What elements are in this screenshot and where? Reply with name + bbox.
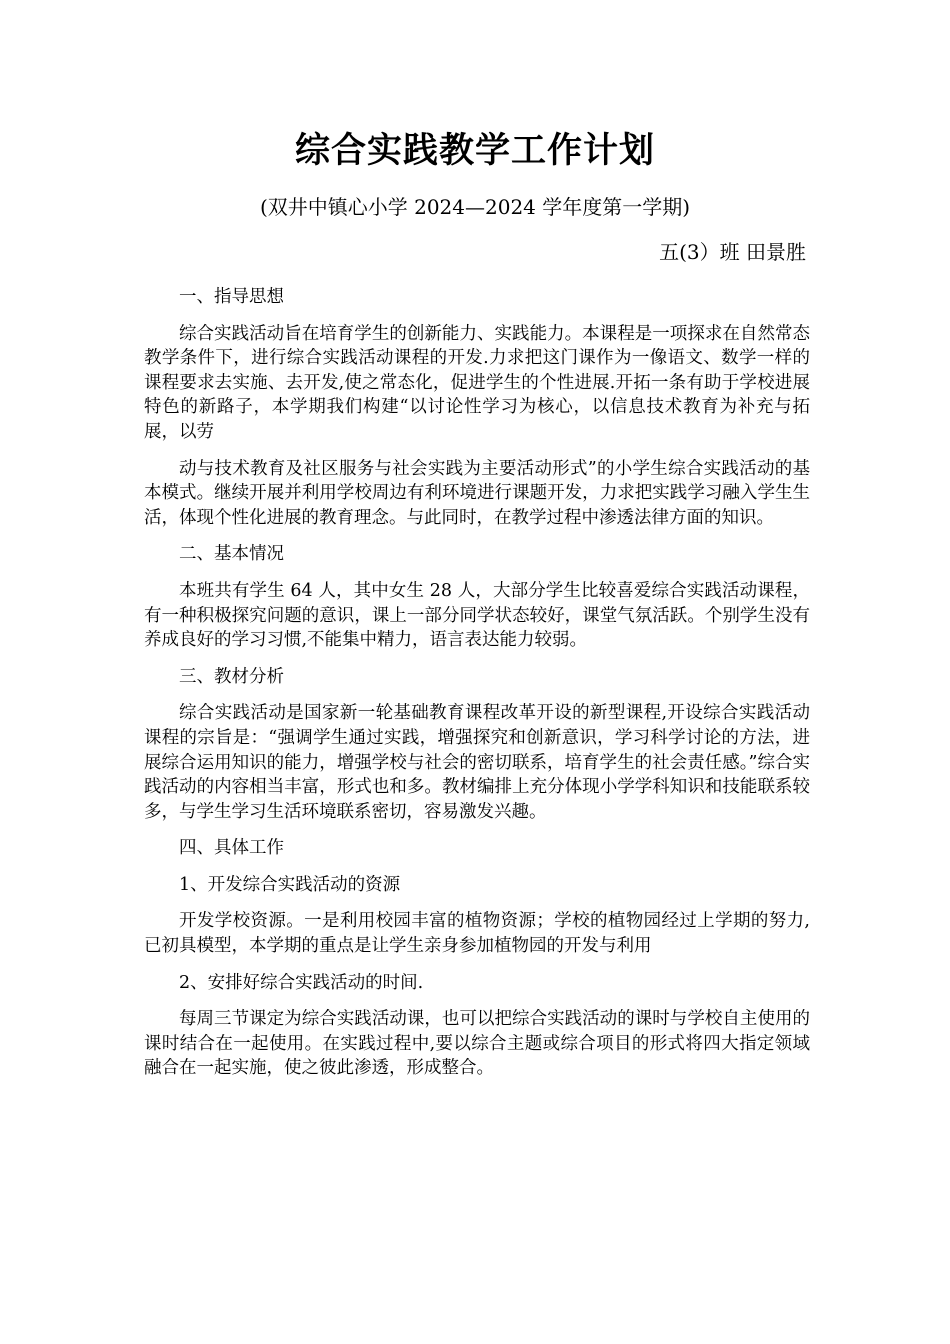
paragraph: 综合实践活动旨在培育学生的创新能力、实践能力。本课程是一项探求在自然常态教学条件下，进行综合实践活动课程的开发.力求把这门课作为一像语文、数学一样的课程要求去实施、去开发,使之常态化，促进学生的个性进展.开拓一条有助于学校进展特色的新路子，本学期我们构建“以讨论性学习为核心，以信息技术教育为补充与拓展，以劳 [144, 323, 810, 442]
section-heading-basic-situation: 二、基本情况 [179, 544, 284, 565]
paragraph: 本班共有学生 64 人，其中女生 28 人，大部分学生比较喜爱综合实践活动课程，有一种积极探究问题的意识，课上一部分同学状态较好，课堂气氛活跃。个别学生没有养成良好的学习习惯,不能集中精力，语言表达能力较弱。 [144, 580, 810, 651]
paragraph: 每周三节课定为综合实践活动课，也可以把综合实践活动的课时与学校自主使用的课时结合在一起使用。在实践过程中,要以综合主题或综合项目的形式将四大指定领域融合在一起实施，使之彼此渗透，形成整合。 [144, 1009, 810, 1079]
paragraph: 综合实践活动是国家新一轮基础教育课程改革开设的新型课程,开设综合实践活动课程的宗旨是：“强调学生通过实践，增强探究和创新意识，学习科学讨论的方法，进展综合运用知识的能力，增强学校与社会的密切联系，培育学生的社会责任感。”综合实践活动的内容相当丰富，形式也和多。教材编排上充分体现小学学科知识和技能联系较多，与学生学习生活环境联系密切，容易激发兴趣。 [144, 703, 810, 822]
paragraph: 动与技术教育及社区服务与社会实践为主要活动形式”的小学生综合实践活动的基本模式。继续开展并利用学校周边有利环境进行课题开发，力求把实践学习融入学生生活，体现个性化进展的教育理念。与此同时，在教学过程中渗透法律方面的知识。 [144, 458, 810, 528]
subsection-heading-resources: 1、开发综合实践活动的资源 [179, 874, 401, 895]
subsection-heading-schedule: 2、安排好综合实践活动的时间. [179, 972, 424, 993]
section-heading-specific-work: 四、具体工作 [179, 838, 284, 859]
document-title: 综合实践教学工作计划 [294, 130, 655, 171]
section-heading-guiding-ideology: 一、指导思想 [179, 287, 284, 307]
paragraph: 开发学校资源。一是利用校园丰富的植物资源；学校的植物园经过上学期的努力,已初具模型，本学期的重点是让学生亲身参加植物园的开发与利用 [144, 911, 810, 957]
document-body [144, 285, 810, 1093]
document-subtitle: (双井中镇心小学 2024—2024 学年度第一学期) [259, 195, 691, 219]
document-author: 五(3）班 田景胜 [659, 240, 806, 264]
section-heading-textbook-analysis: 三、教材分析 [179, 666, 284, 687]
